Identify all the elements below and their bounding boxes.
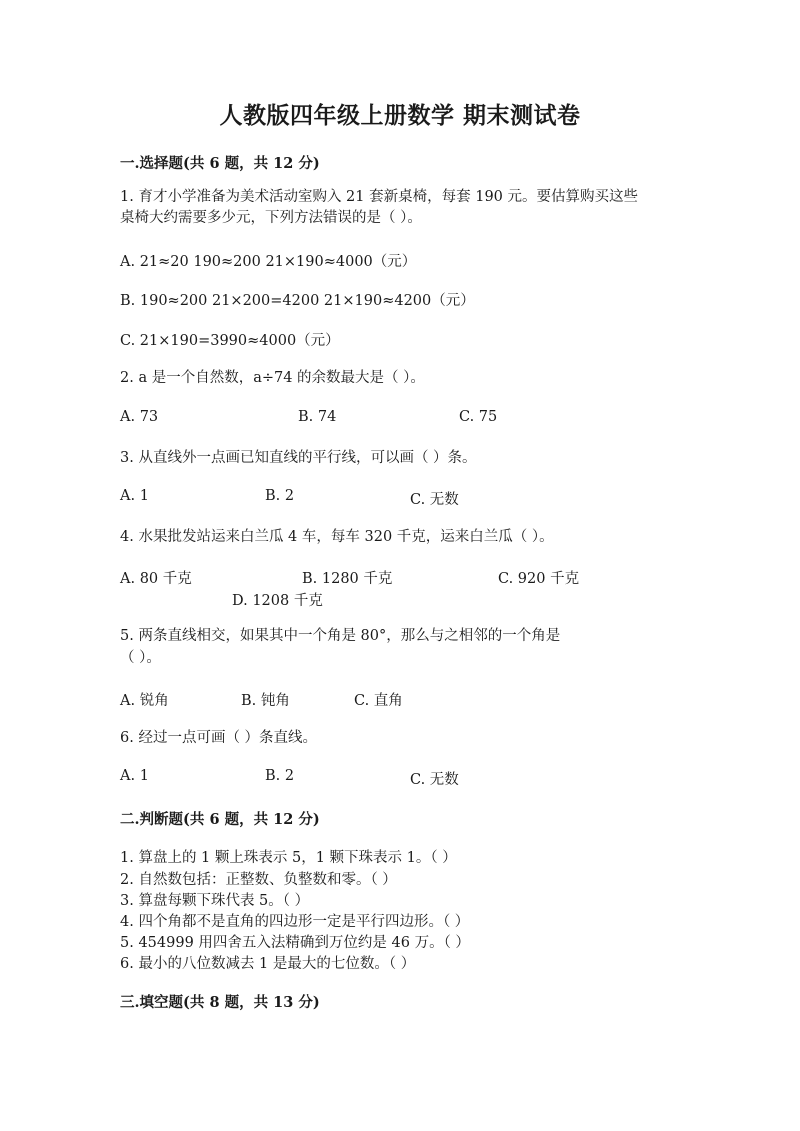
- question-4-option-a: A. 80 千克: [120, 571, 192, 587]
- question-5-line-2: （ ）。: [120, 650, 161, 666]
- judgement-item: 2. 自然数包括：正整数、负整数和零。（ ）: [120, 872, 397, 888]
- question-4-option-d: D. 1208 千克: [232, 593, 323, 609]
- judgement-item: 1. 算盘上的 1 颗上珠表示 5，1 颗下珠表示 1。（ ）: [120, 850, 457, 866]
- section-heading-judgement: 二.判断题(共 6 题，共 12 分): [120, 811, 320, 828]
- question-6-line-1: 6. 经过一点可画（ ）条直线。: [120, 730, 318, 746]
- question-4-option-b: B. 1280 千克: [302, 571, 393, 587]
- question-1-option-b: B. 190≈200 21×200=4200 21×190≈4200（元）: [120, 293, 475, 309]
- page-title: 人教版四年级上册数学 期末测试卷: [219, 102, 581, 129]
- question-2-option-a: A. 73: [120, 409, 159, 425]
- question-4-line-1: 4. 水果批发站运来白兰瓜 4 车，每车 320 千克，运来白兰瓜（ ）。: [120, 529, 554, 545]
- judgement-item: 3. 算盘每颗下珠代表 5。（ ）: [120, 893, 310, 909]
- question-6-option-c: C. 无数: [410, 772, 459, 788]
- section-heading-choice: 一.选择题(共 6 题，共 12 分): [120, 155, 320, 172]
- question-5-option-c: C. 直角: [354, 693, 403, 709]
- question-5-option-a: A. 锐角: [120, 693, 169, 709]
- question-2-option-c: C. 75: [459, 409, 498, 425]
- question-3-line-1: 3. 从直线外一点画已知直线的平行线，可以画（ ）条。: [120, 450, 477, 466]
- question-1-line-1: 1. 育才小学准备为美术活动室购入 21 套新桌椅，每套 190 元。要估算购买这些: [120, 189, 639, 205]
- judgement-item: 5. 454999 用四舍五入法精确到万位约是 46 万。（ ）: [120, 935, 470, 951]
- question-3-option-c: C. 无数: [410, 492, 459, 508]
- question-1-option-a: A. 21≈20 190≈200 21×190≈4000（元）: [120, 254, 417, 270]
- question-5-option-b: B. 钝角: [241, 693, 290, 709]
- question-6-option-a: A. 1: [120, 768, 149, 784]
- question-6-option-b: B. 2: [265, 768, 295, 784]
- question-3-option-b: B. 2: [265, 488, 295, 504]
- question-1-option-c: C. 21×190=3990≈4000（元）: [120, 333, 340, 349]
- question-1-line-2: 桌椅大约需要多少元，下列方法错误的是（ ）。: [120, 210, 422, 226]
- question-4-option-c: C. 920 千克: [498, 571, 580, 587]
- judgement-item: 4. 四个角都不是直角的四边形一定是平行四边形。（ ）: [120, 914, 470, 930]
- question-3-option-a: A. 1: [120, 488, 149, 504]
- judgement-item: 6. 最小的八位数减去 1 是最大的七位数。（ ）: [120, 956, 416, 972]
- question-2-line-1: 2. a 是一个自然数，a÷74 的余数最大是（ ）。: [120, 370, 425, 386]
- question-2-option-b: B. 74: [298, 409, 337, 425]
- question-5-line-1: 5. 两条直线相交，如果其中一个角是 80°，那么与之相邻的一个角是: [120, 628, 561, 644]
- section-heading-fill-blank: 三.填空题(共 8 题，共 13 分): [120, 994, 320, 1011]
